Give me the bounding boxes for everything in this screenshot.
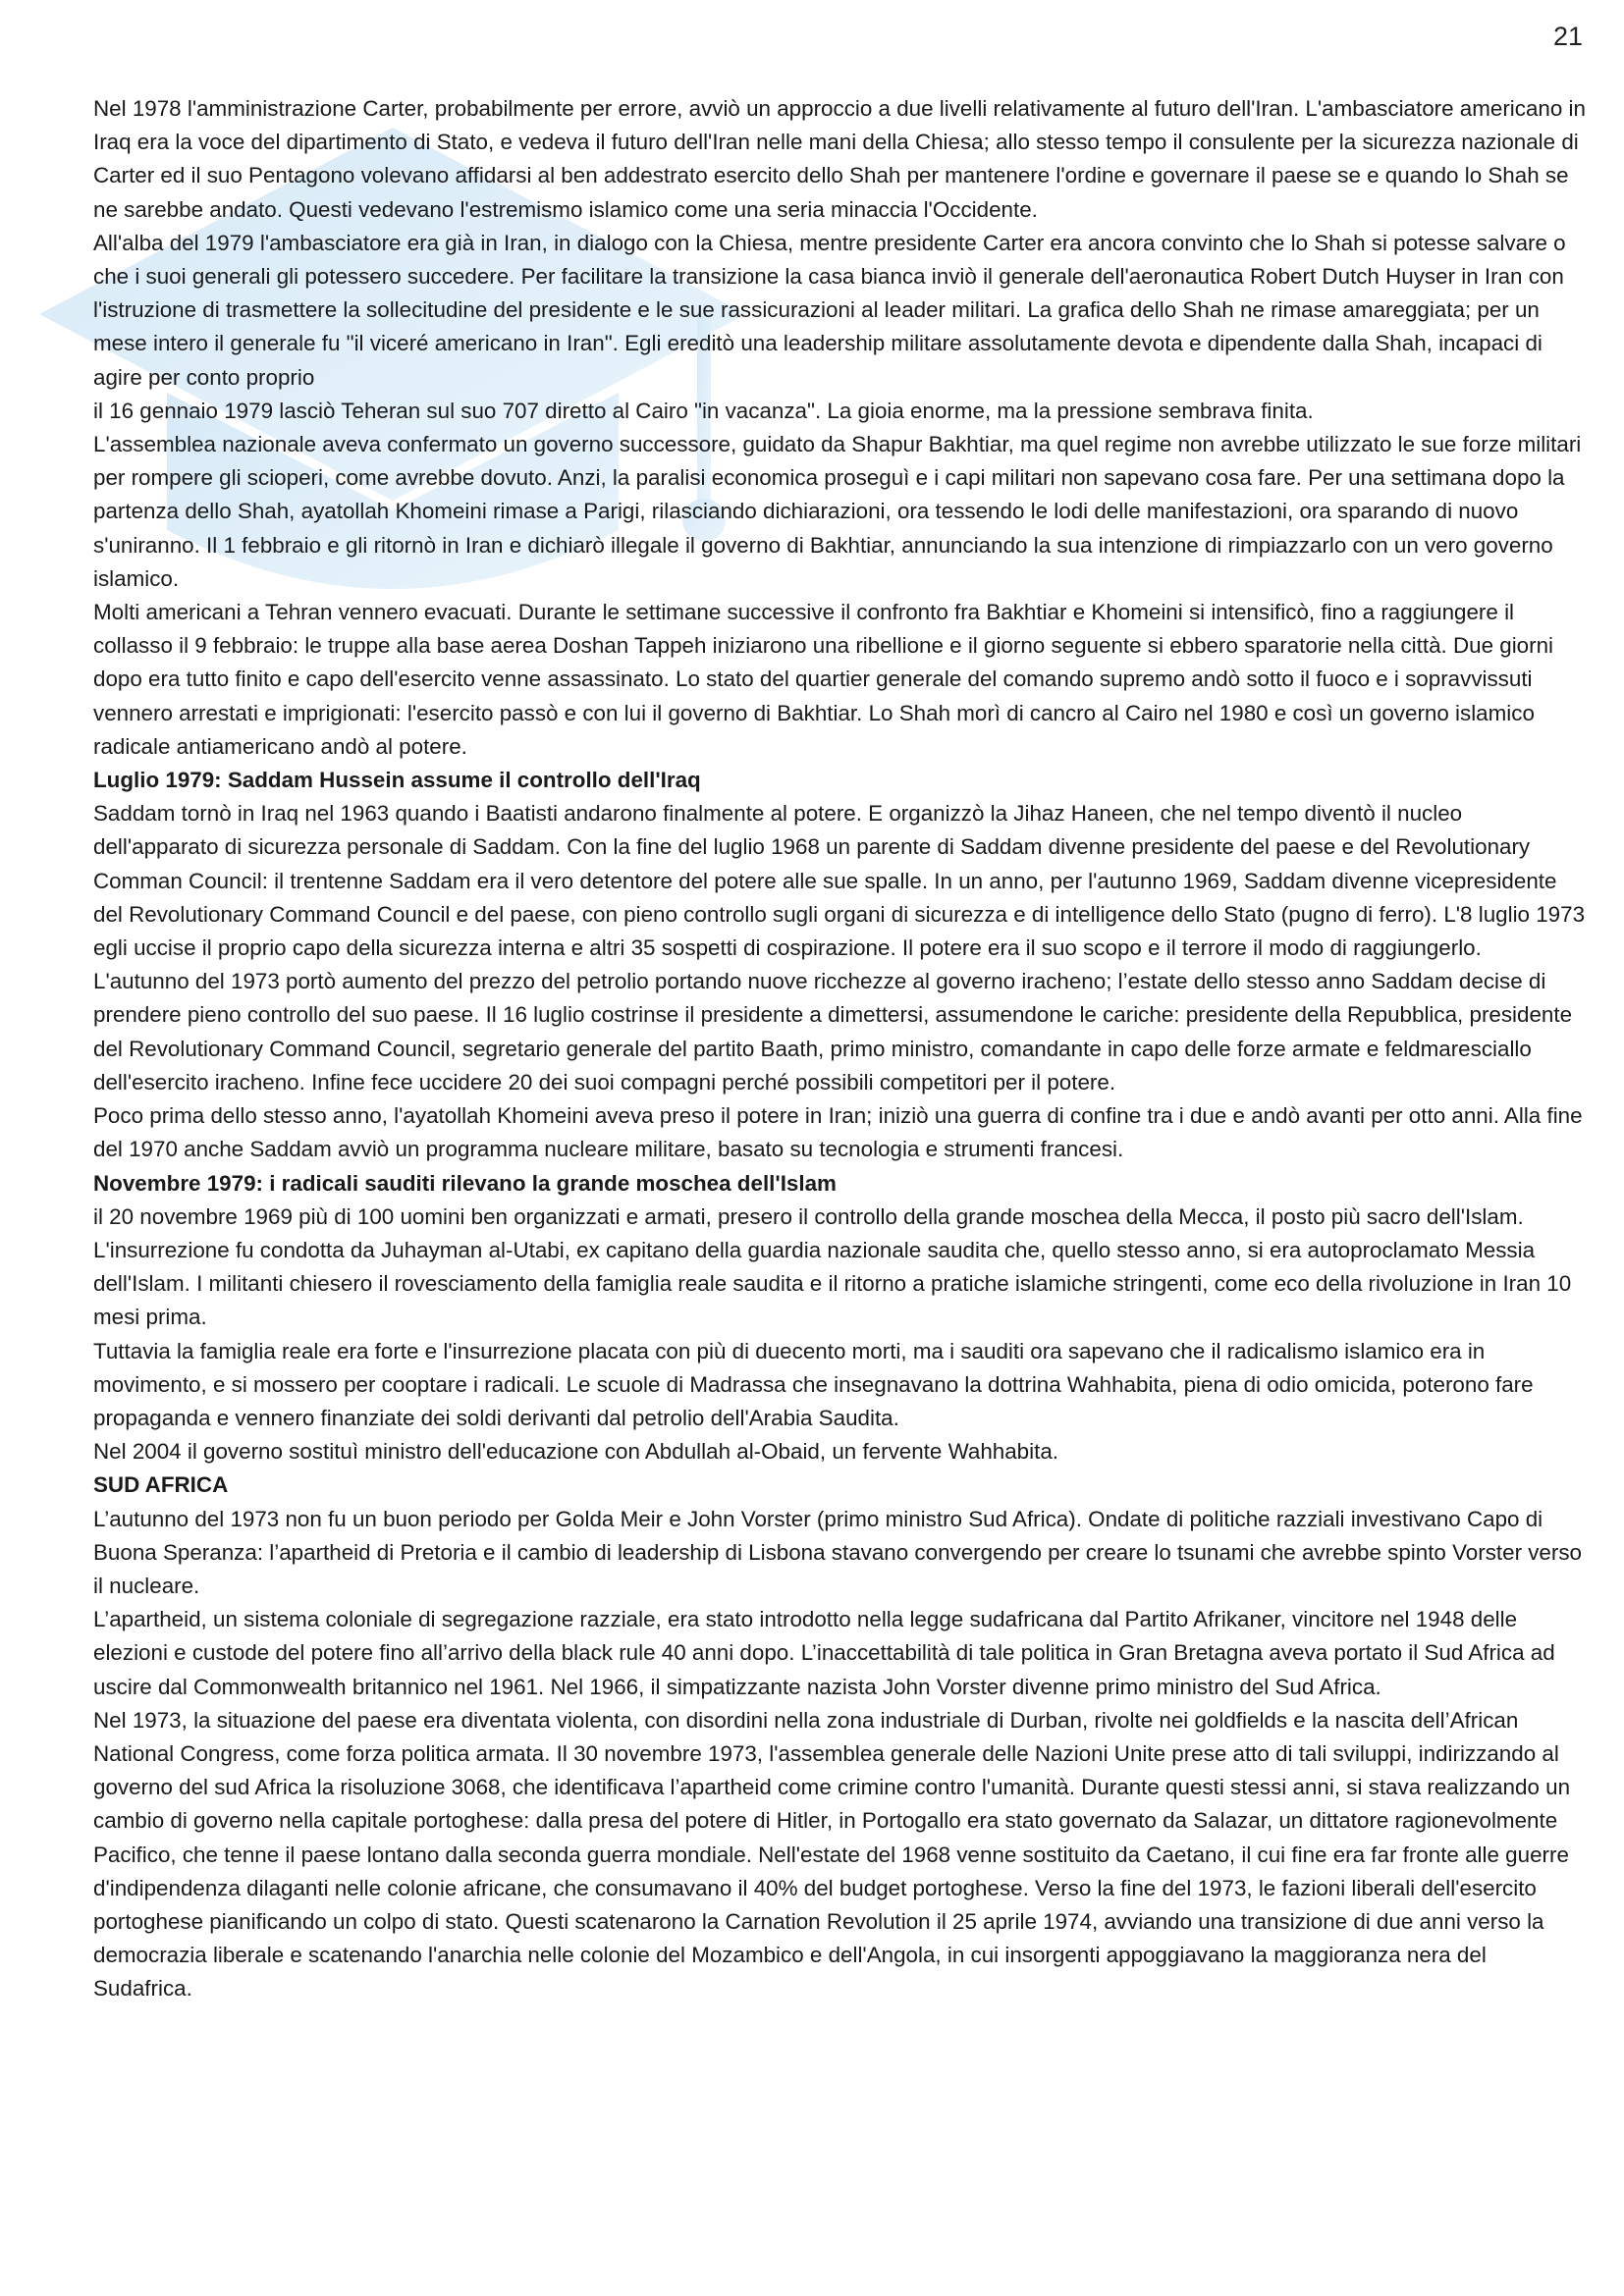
paragraph: L’autunno del 1973 non fu un buon periodo per Golda Meir e John Vorster (primo ministro Sud Africa). Ondate di politiche razziali investivano Capo di Buona Speranza: l’apartheid di Pretoria e il cambio di leadership di Lisbona stavano convergendo per creare lo tsunami che avrebbe spinto Vorster verso il nucleare. — [93, 1506, 1582, 1598]
paragraph: il 20 novembre 1969 più di 100 uomini ben organizzati e armati, presero il controllo della grande moschea della Mecca, il posto più sacro dell'Islam. L'insurrezione fu condotta da Juhayman al-Utabi, ex capitano della guardia nazionale saudita che, quello stesso anno, si era autoproclamato Messia dell'Islam. I militanti chiesero il rovesciamento della famiglia reale saudita e il ritorno a pratiche islamiche stringenti, come eco della rivoluzione in Iran 10 mesi prima. — [93, 1203, 1572, 1330]
section-heading: Luglio 1979: Saddam Hussein assume il controllo dell'Iraq — [93, 768, 701, 793]
paragraph: L'autunno del 1973 portò aumento del prezzo del petrolio portando nuove ricchezze al governo iracheno; l’estate dello stesso anno Saddam decise di prendere pieno controllo del suo paese. Il 16 luglio costrinse il presidente a dimettersi, assumendone le cariche: presidente della Repubblica, presidente del Revolutionary Command Council, segretario generale del partito Baath, primo ministro, comandante in capo delle forze armate e feldmaresciallo dell'esercito iracheno. Infine fece uccidere 20 dei suoi compagni perché possibili competitori per il potere. — [93, 969, 1573, 1095]
section-heading: SUD AFRICA — [93, 1472, 229, 1498]
paragraph: Nel 1973, la situazione del paese era diventata violenta, con disordini nella zona industriale di Durban, rivolte nei goldfields e la nascita dell’African National Congress, come forza politica armata. Il 30 novembre 1973, l'assemblea generale delle Nazioni Unite prese atto di tali sviluppi, indirizzando al governo del sud Africa la risoluzione 3068, che identificava l’apartheid come crimine contro l'umanità. Durante questi stessi anni, si stava realizzando un cambio di governo nella capitale portoghese: dalla presa del potere di Hitler, in Portogallo era stato governato da Salazar, un dittatore ragionevolmente Pacifico, che tenne il paese lontano dalla seconda guerra mondiale. Nell'estate del 1968 venne sostituito da Caetano, il cui fine era far fronte alle guerre d'indipendenza dilaganti nelle colonie africane, che consumavano il 40% del budget portoghese. Verso la fine del 1973, le fazioni liberali dell'esercito portoghese pianificando un colpo di stato. Questi scatenarono la Carnation Revolution il 25 aprile 1974, avviando una transizione di due anni verso la democrazia liberale e scatenando l'anarchia nelle colonie del Mozambico e dell'Angola, in cui insorgenti appoggiavano la maggioranza nera del Sudafrica. — [93, 1707, 1571, 2002]
document-body — [93, 92, 1586, 2006]
paragraph: Nel 1978 l'amministrazione Carter, probabilmente per errore, avviò un approccio a due livelli relativamente al futuro dell'Iran. L'ambasciatore americano in Iraq era la voce del dipartimento di Stato, e vedeva il futuro dell'Iran nelle mani della Chiesa; allo stesso tempo il consulente per la sicurezza nazionale di Carter ed il suo Pentagono volevano affidarsi al ben addestrato esercito dello Shah per mantenere l'ordine e governare il paese se e quando lo Shah se ne sarebbe andato. Questi vedevano l'estremismo islamico come una seria minaccia l'Occidente. — [93, 96, 1586, 222]
paragraph: Poco prima dello stesso anno, l'ayatollah Khomeini aveva preso il potere in Iran; iniziò una guerra di confine tra i due e andò avanti per otto anni. Alla fine del 1970 anche Saddam avviò un programma nucleare militare, basato su tecnologia e strumenti francesi. — [93, 1103, 1583, 1162]
page-number: 21 — [1552, 22, 1583, 51]
paragraph: Molti americani a Tehran vennero evacuati. Durante le settimane successive il confronto fra Bakhtiar e Khomeini si intensificò, fino a raggiungere il collasso il 9 febbraio: le truppe alla base aerea Doshan Tappeh iniziarono una ribellione e il giorno seguente si ebbero sparatorie nella città. Due giorni dopo era tutto finito e capo dell'esercito venne assassinato. Lo stato del quartier generale del comando supremo andò sotto il fuoco e i sopravvissuti vennero arrestati e imprigionati: l'esercito passò e con lui il governo di Bakhtiar. Lo Shah morì di cancro al Cairo nel 1980 e così un governo islamico radicale antiamericano andò al potere. — [93, 600, 1554, 759]
paragraph: Tuttavia la famiglia reale era forte e l'insurrezione placata con più di duecento morti, ma i sauditi ora sapevano che il radicalismo islamico era in movimento, e si mossero per cooptare i radicali. Le scuole di Madrassa che insegnavano la dottrina Wahhabita, piena di odio omicida, poterono fare propaganda e vennero finanziate dei soldi derivanti dal petrolio dell'Arabia Saudita. — [93, 1338, 1534, 1430]
section-heading: Novembre 1979: i radicali sauditi rilevano la grande moschea dell'Islam — [93, 1170, 837, 1196]
paragraph: il 16 gennaio 1979 lasciò Teheran sul suo 707 diretto al Cairo "in vacanza". La gioia enorme, ma la pressione sembrava finita. — [93, 398, 1314, 423]
paragraph: Saddam tornò in Iraq nel 1963 quando i Baatisti andarono finalmente al potere. E organizzò la Jihaz Haneen, che nel tempo diventò il nucleo dell'apparato di sicurezza personale di Saddam. Con la fine del luglio 1968 un parente di Saddam divenne presidente del paese e del Revolutionary Comman Council: il trentenne Saddam era il vero detentore del potere alle sue spalle. In un anno, per l'autunno 1969, Saddam divenne vicepresidente del Revolutionary Command Council e del paese, con pieno controllo sugli organi di sicurezza e di intelligence dello Stato (pugno di ferro). L'8 luglio 1973 egli uccise il proprio capo della sicurezza interna e altri 35 sospetti di cospirazione. Il potere era il suo scopo e il terrore il modo di raggiungerlo. — [93, 801, 1586, 961]
paragraph: Nel 2004 il governo sostituì ministro dell'educazione con Abdullah al-Obaid, un fervente Wahhabita. — [93, 1439, 1059, 1465]
paragraph: L'assemblea nazionale aveva confermato un governo successore, guidato da Shapur Bakhtiar, ma quel regime non avrebbe utilizzato le sue forze militari per rompere gli scioperi, come avrebbe dovuto. Anzi, la paralisi economica proseguì e i capi militari non sapevano cosa fare. Per una settimana dopo la partenza dello Shah, ayatollah Khomeini rimase a Parigi, rilasciando dichiarazioni, ora tessendo le lodi delle manifestazioni, ora sparando di nuovo s'uniranno. Il 1 febbraio e gli ritornò in Iran e dichiarò illegale il governo di Bakhtiar, annunciando la sua intenzione di rimpiazzarlo con un vero governo islamico. — [93, 432, 1582, 591]
paragraph: All'alba del 1979 l'ambasciatore era già in Iran, in dialogo con la Chiesa, mentre presidente Carter era ancora convinto che lo Shah si potesse salvare o che i suoi generali gli potessero succedere. Per facilitare la transizione la casa bianca inviò il generale dell'aeronautica Robert Dutch Huyser in Iran con l'istruzione di trasmettere la sollecitudine del presidente e le sue rassicurazioni al leader militari. La grafica dello Shah ne rimase amareggiata; per un mese intero il generale fu "il viceré americano in Iran". Egli ereditò una leadership militare assolutamente devota e dipendente dalla Shah, incapaci di agire per conto proprio — [93, 230, 1566, 390]
paragraph: L’apartheid, un sistema coloniale di segregazione razziale, era stato introdotto nella legge sudafricana dal Partito Afrikaner, vincitore nel 1948 delle elezioni e custode del potere fino all’arrivo della black rule 40 anni dopo. L’inaccettabilità di tale politica in Gran Bretagna aveva portato il Sud Africa ad uscire dal Commonwealth britannico nel 1961. Nel 1966, il simpatizzante nazista John Vorster divenne primo ministro del Sud Africa. — [93, 1607, 1555, 1699]
